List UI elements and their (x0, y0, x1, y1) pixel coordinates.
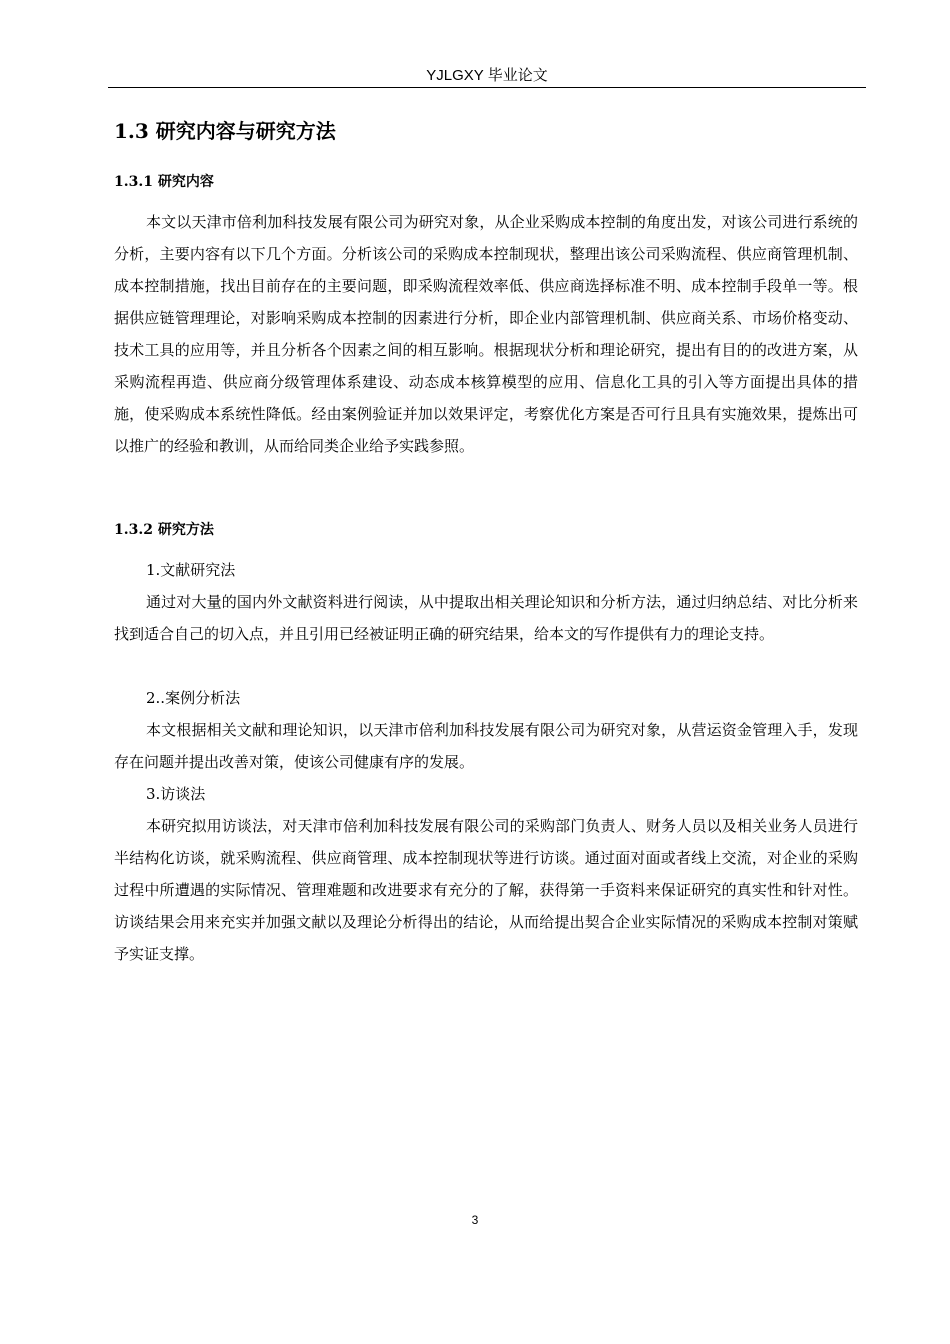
method-paragraph-interview: 本研究拟用访谈法，对天津市倍利加科技发展有限公司的采购部门负责人、财务人员以及相关业务人员进行半结构化访谈，就采购流程、供应商管理、成本控制现状等进行访谈。通过面对面或者线上交流，对企业的采购过程中所遭遇的实际情况、管理难题和改进要求有充分的了解，获得第一手资料来保证研究的真实性和针对性。访谈结果会用来充实并加强文献以及理论分析得出的结论，从而给提出契合企业实际情况的采购成本控制对策赋予实证支撑。 (114, 817, 858, 963)
section-heading: 1.3 研究内容与研究方法 (114, 119, 336, 143)
method-title-interview: 3.访谈法 (146, 785, 206, 803)
method-title-literature: 1.文献研究法 (146, 561, 236, 579)
page-number: 3 (471, 1213, 479, 1227)
header-divider (108, 87, 866, 88)
subsection-heading-content: 1.3.1 研究内容 (114, 174, 214, 190)
method-title-case-study: 2..案例分析法 (146, 689, 241, 707)
content-paragraph: 本文以天津市倍利加科技发展有限公司为研究对象，从企业采购成本控制的角度出发，对该公司进行系统的分析，主要内容有以下几个方面。分析该公司的采购成本控制现状，整理出该公司采购流程、供应商管理机制、成本控制措施，找出目前存在的主要问题，即采购流程效率低、供应商选择标准不明、成本控制手段单一等。根据供应链管理理论，对影响采购成本控制的因素进行分析，即企业内部管理机制、供应商关系、市场价格变动、技术工具的应用等，并且分析各个因素之间的相互影响。根据现状分析和理论研究，提出有目的的改进方案，从采购流程再造、供应商分级管理体系建设、动态成本核算模型的应用、信息化工具的引入等方面提出具体的措施，使采购成本系统性降低。经由案例验证并加以效果评定，考察优化方案是否可行且具有实施效果，提炼出可以推广的经验和教训，从而给同类企业给予实践参照。 (114, 213, 858, 455)
subsection-heading-methods: 1.3.2 研究方法 (114, 522, 214, 538)
method-paragraph-literature: 通过对大量的国内外文献资料进行阅读，从中提取出相关理论知识和分析方法，通过归纳总结、对比分析来找到适合自己的切入点，并且引用已经被证明正确的研究结果，给本文的写作提供有力的理论支持。 (114, 593, 858, 643)
method-paragraph-case-study: 本文根据相关文献和理论知识，以天津市倍利加科技发展有限公司为研究对象，从营运资金管理入手，发现存在问题并提出改善对策，使该公司健康有序的发展。 (114, 721, 858, 771)
page-header-title: YJLGXY 毕业论文 (426, 67, 548, 84)
